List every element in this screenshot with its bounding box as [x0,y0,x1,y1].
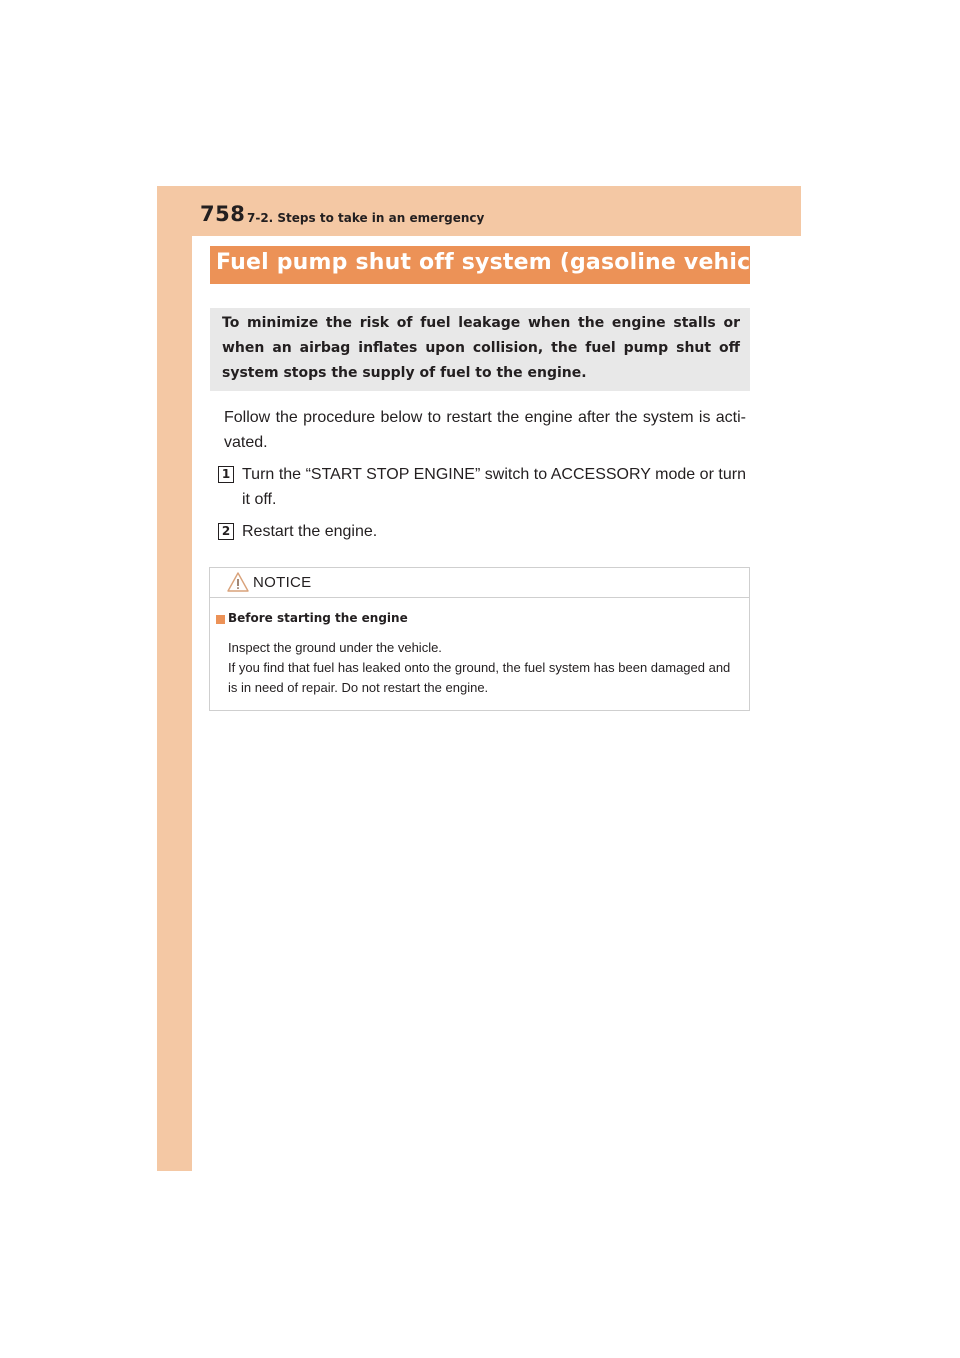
header-divider [157,233,801,236]
square-bullet-icon [216,615,225,624]
section-title: 7-2. Steps to take in an emergency [247,211,485,225]
step-text-2: Restart the engine. [242,523,378,540]
notice-label: NOTICE [253,574,312,591]
page-title: Fuel pump shut off system (gasoline vehicles) [216,250,797,275]
header-band [157,186,801,233]
notice-box [209,567,750,711]
step-text-1: Turn the “START STOP ENGINE” switch to ACCESSORY mode or turn it off. [242,466,746,508]
summary-text: To minimize the risk of fuel leakage when the engine stalls or when an airbag inflates upon collision, the fuel pump shut off system stops the supply of fuel to the engine. [222,315,740,381]
notice-body [228,638,742,698]
notice-line-1: Inspect the ground under the vehicle. [228,640,442,655]
step-number-2: 2 [218,523,234,540]
side-margin-strip [157,186,192,1171]
page-number: 758 [200,202,246,226]
intro-paragraph: Follow the procedure below to restart the engine after the system is acti-vated. [224,409,746,451]
notice-divider [210,597,749,598]
notice-heading: Before starting the engine [228,611,408,625]
notice-line-2: If you find that fuel has leaked onto the ground, the fuel system has been damaged and is in need of repair. Do not restart the engine. [228,660,731,695]
step-number-1: 1 [218,466,234,483]
warning-triangle-icon [226,571,250,593]
